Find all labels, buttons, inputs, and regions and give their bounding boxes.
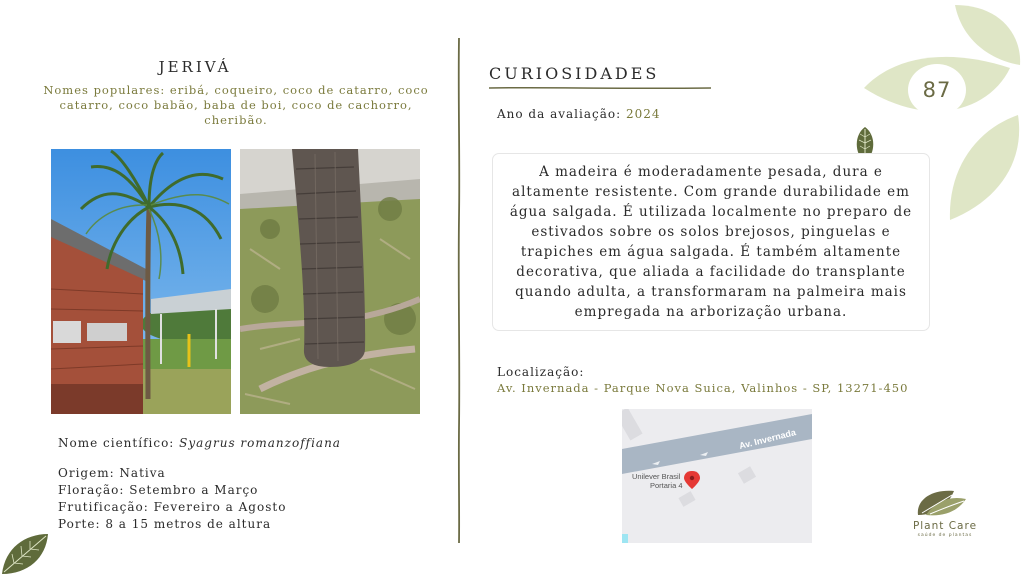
origin: Origem: Nativa [58, 466, 166, 480]
column-divider [457, 38, 461, 543]
scientific-name-label: Nome científico: [58, 436, 180, 450]
leaf-decoration-bottom-left [0, 530, 52, 576]
scientific-name-line [58, 435, 341, 452]
curiosity-text: A madeira é moderadamente pesada, dura e altamente resistente. Com grande durabilidade em água salgada. É utilizada localmente no preparo de estivados sobre os solos brejosos, pinguelas e trapiches em água salgada. É também altamente decorativa, que aliada a facilidade do transplante quando adulta, a transformaram na palmeira mais empregada na arborização urbana. [492, 153, 930, 331]
page-number: 87 [908, 64, 966, 116]
fruiting: Frutificação: Fevereiro a Agosto [58, 500, 287, 514]
logo-name: Plant Care [912, 520, 978, 532]
trunk-photo [240, 149, 420, 414]
location-address: Av. Invernada - Parque Nova Suica, Valinhos - SP, 13271-450 [497, 381, 909, 395]
section-title: CURIOSIDADES [489, 64, 660, 83]
plant-facts [58, 465, 286, 533]
map-street-label: Av. Invernada [738, 427, 797, 451]
scientific-name: Syagrus romanzoffiana [179, 436, 341, 450]
location-map[interactable] [622, 409, 812, 543]
plant-care-logo-icon [912, 487, 968, 519]
popular-names: Nomes populares: eribá, coqueiro, coco de catarro, coco catarro, coco babão, baba de boi, coco de cachorro, cheribão. [43, 83, 429, 127]
location-label: Localização: [497, 365, 585, 379]
year-label: Ano da avaliação: [497, 107, 626, 121]
plant-title: JERIVÁ [158, 58, 232, 76]
year-value: 2024 [625, 107, 661, 121]
size: Porte: 8 a 15 metros de altura [58, 517, 272, 531]
flowering: Floração: Setembro a Março [58, 483, 259, 497]
map-poi-detail: Portaria 4 [650, 481, 683, 490]
evaluation-year [497, 107, 661, 121]
palm-tree-photo [51, 149, 231, 414]
map-poi-name: Unilever Brasil [632, 472, 681, 481]
logo-tagline: saúde de plantas [917, 533, 973, 538]
section-underline [489, 86, 711, 90]
